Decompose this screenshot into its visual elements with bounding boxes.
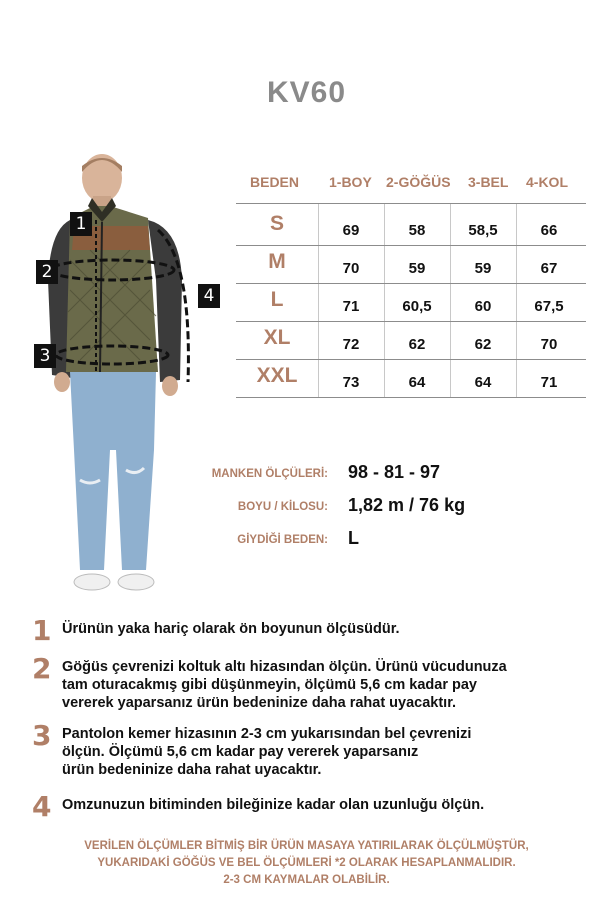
measurements-label: MANKEN ÖLÇÜLERİ: [211,468,328,480]
size-label: L [270,288,284,311]
product-code: KV60 [266,76,347,109]
marker-3: 3 [34,344,56,368]
instruction-line: Ürünün yaka hariç olarak ön boyunun ölçüsüdür. [62,621,400,637]
header-chest: 2-GÖĞÜS [386,174,451,190]
instruction-line: Pantolon kemer hizasının 2-3 cm yukarısından bel çevrenizi [62,726,472,742]
sleeve-value: 67,5 [534,298,564,315]
instruction-line: Omzunuzun bitiminden bileğinize kadar olan uzunluğu ölçün. [62,797,485,813]
length-value: 70 [342,260,360,277]
instruction-line: Göğüs çevrenizi koltuk altı hizasından ölçün. Ürünü vücudunuza [62,659,507,675]
length-value: 69 [342,222,360,239]
sleeve-value: 66 [540,222,558,239]
table-top-border [236,203,586,204]
instruction-number: 3 [32,719,52,752]
instruction-line: tam oturacakmış gibi düşünmeyin, ölçümü 5,6 cm kadar pay [62,677,477,693]
footer-note [0,838,613,889]
length-value: 71 [342,298,360,315]
waist-value: 64 [474,374,492,391]
instruction-number: 2 [32,652,52,685]
header-waist: 3-BEL [468,174,509,190]
marker-1: 1 [70,212,92,236]
instruction-line: ürün bedeninize daha rahat uyacaktır. [62,762,322,778]
chest-value: 59 [408,260,426,277]
instruction-text [62,725,471,779]
table-row [236,284,586,322]
header-sleeve: 4-KOL [526,174,568,190]
size-label: XL [263,326,291,349]
marker-2: 2 [36,260,58,284]
instruction-text [62,796,484,814]
header-size: BEDEN [250,174,300,190]
model-height-weight [190,495,590,523]
instruction-line: vererek yaparsanız ürün bedeninize daha rahat uyacaktır. [62,695,457,711]
waist-value: 62 [474,336,492,353]
header-length: 1-BOY [329,174,372,190]
table-row [236,360,586,398]
length-value: 73 [342,374,360,391]
instruction-text [62,620,400,638]
waist-value: 60 [474,298,492,315]
marker-4: 4 [198,284,220,308]
model-worn-size [190,528,590,556]
instruction-text [62,658,507,712]
chest-value: 58 [408,222,426,239]
footer-line: 2-3 CM KAYMALAR OLABİLİR. [223,874,390,886]
waist-value: 59 [474,260,492,277]
footer-line: VERİLEN ÖLÇÜMLER BİTMİŞ BİR ÜRÜN MASAYA YATIRILARAK ÖLÇÜLMÜŞTÜR, [84,840,529,852]
table-header [236,174,586,194]
worn-size-value: L [348,528,359,548]
height-weight-value: 1,82 m / 76 kg [348,495,466,515]
instruction-number: 1 [32,614,52,647]
instruction-line: ölçün. Ölçümü 5,6 cm kadar pay vererek yaparsanız [62,744,419,760]
sleeve-value: 71 [540,374,558,391]
footer-line: YUKARIDAKİ GÖĞÜS VE BEL ÖLÇÜMLERİ *2 OLARAK HESAPLANMALIDIR. [97,857,516,869]
size-label: XXL [256,364,298,387]
model-measurements [190,462,590,490]
chest-value: 64 [408,374,426,391]
size-label: S [269,212,284,235]
sleeve-value: 67 [540,260,558,277]
measurements-value: 98 - 81 - 97 [348,462,441,482]
table-row [236,322,586,360]
worn-size-label: GİYDİĞİ BEDEN: [237,534,328,546]
instruction-number: 4 [32,790,52,823]
height-weight-label: BOYU / KİLOSU: [237,501,328,513]
waist-value: 58,5 [468,222,498,239]
length-value: 72 [342,336,360,353]
chest-value: 62 [408,336,426,353]
chest-value: 60,5 [402,298,432,315]
table-row [236,208,586,246]
sleeve-value: 70 [540,336,558,353]
table-row [236,246,586,284]
size-label: M [268,250,286,273]
